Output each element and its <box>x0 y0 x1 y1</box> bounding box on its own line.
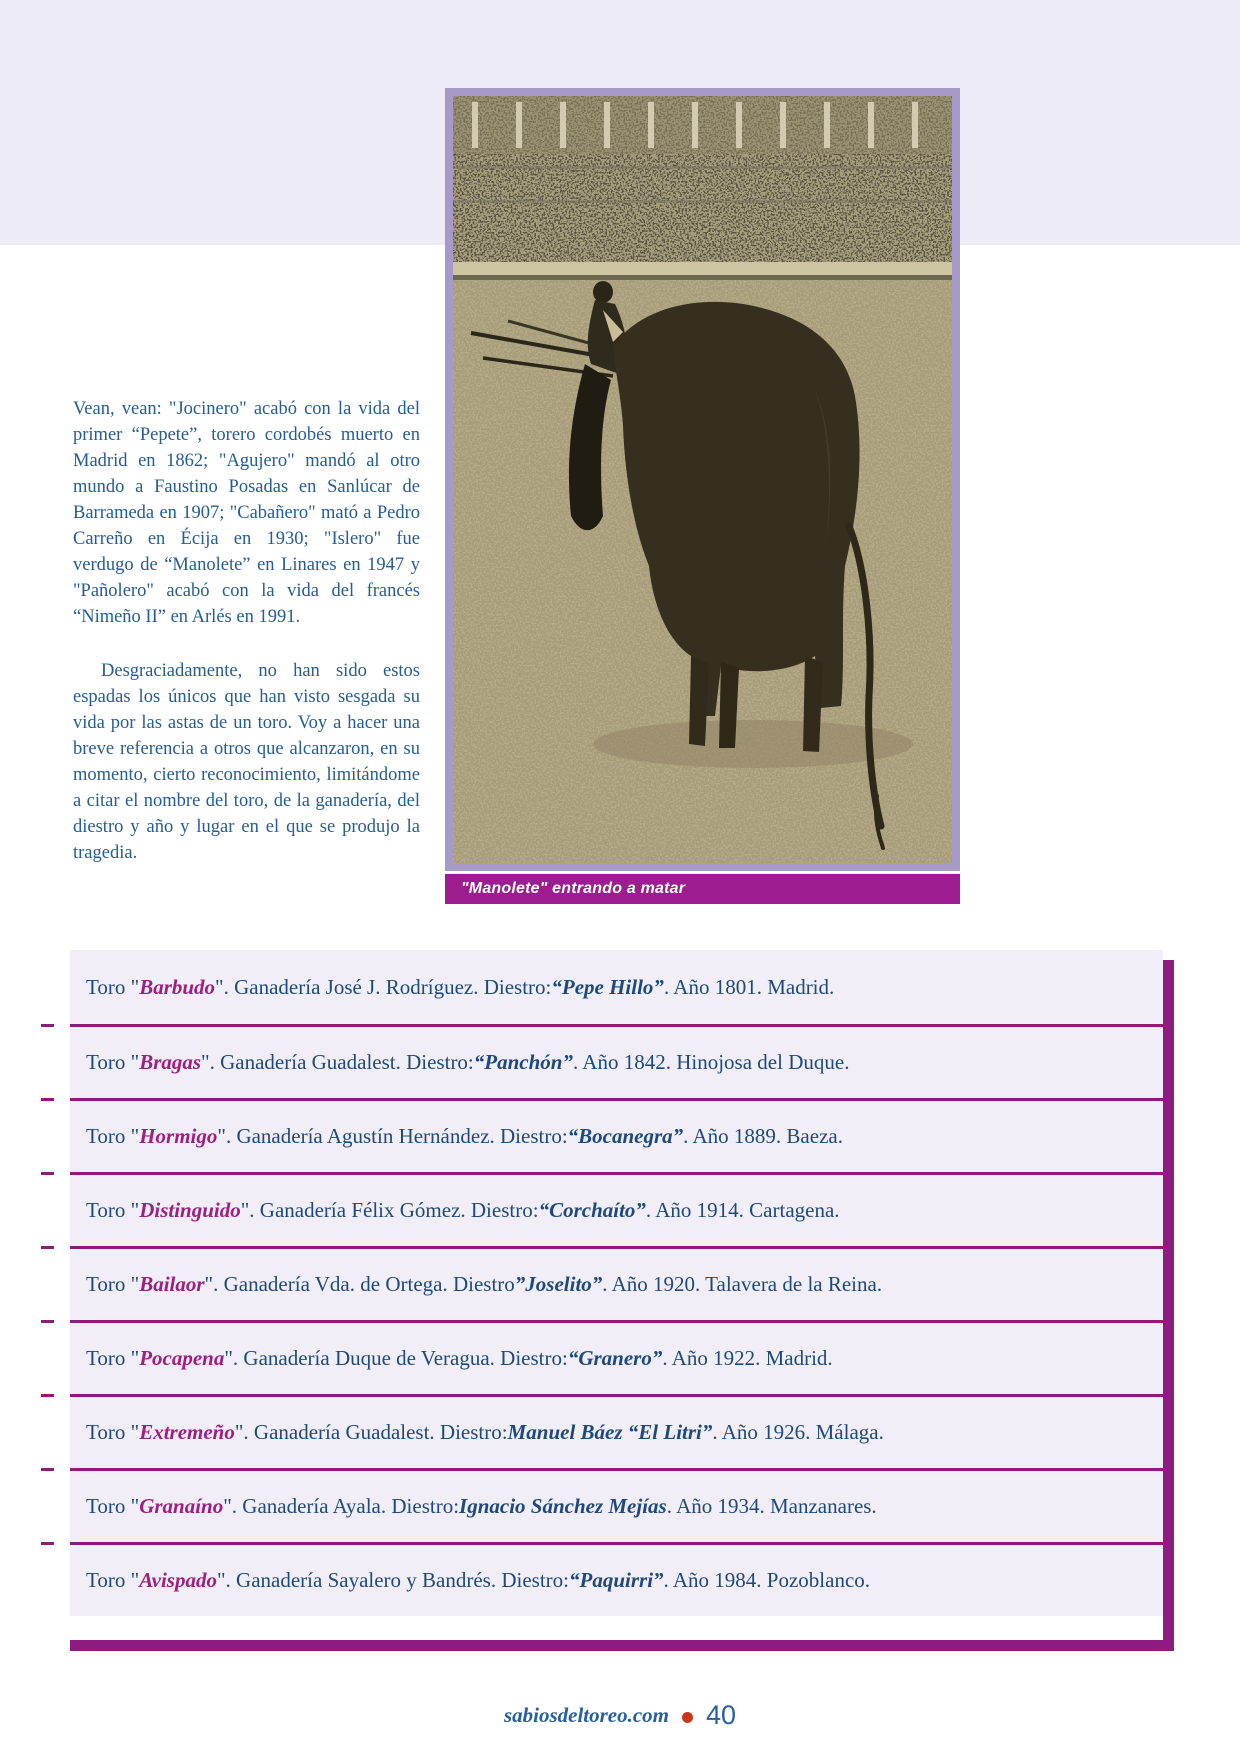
row-text: Toro " <box>86 1346 140 1370</box>
row-text: ". Ganadería José J. Rodríguez. Diestro: <box>215 974 552 999</box>
page-number: 40 <box>706 1700 737 1730</box>
row-text: . Año 1922. Madrid. <box>662 1346 833 1370</box>
row-text: ". Ganadería Félix Gómez. Diestro: <box>240 1198 539 1222</box>
row-text: Toro " <box>86 1124 140 1148</box>
row-text: Toro " <box>86 1568 140 1592</box>
diestro-name: “Corchaíto” <box>538 1198 646 1222</box>
bulls-table <box>70 950 1163 1616</box>
photo-caption: "Manolete" entrando a matar <box>461 880 686 897</box>
diestro-name: “Granero” <box>567 1346 663 1370</box>
bull-name: Bragas <box>139 1050 202 1074</box>
bull-name: Distinguido <box>139 1198 241 1222</box>
table-row-bailaor <box>70 1246 1163 1320</box>
table-bottom-accent-bar <box>70 1640 1174 1651</box>
row-text: Toro " <box>86 1050 140 1074</box>
row-text: ". Ganadería Duque de Veragua. Diestro: <box>224 1346 568 1370</box>
row-text: . Año 1914. Cartagena. <box>645 1198 840 1222</box>
bull-name: Granaíno <box>139 1494 224 1518</box>
article-column <box>73 396 420 866</box>
row-text: ". Ganadería Agustín Hernández. Diestro: <box>217 1124 568 1148</box>
bull-name: Pocapena <box>139 1346 225 1370</box>
row-text: Toro " <box>86 1272 140 1296</box>
row-text: Toro " <box>86 1494 140 1518</box>
row-text: ". Ganadería Guadalest. Diestro: <box>234 1420 508 1444</box>
row-text: ". Ganadería Sayalero y Bandrés. Diestro: <box>216 1568 570 1592</box>
diestro-name: Ignacio Sánchez Mejías <box>459 1494 667 1518</box>
row-text: Toro " <box>86 1420 140 1444</box>
row-text: . Año 1934. Manzanares. <box>666 1494 877 1518</box>
bullfight-photo-frame <box>445 88 960 871</box>
footer-bullet-icon <box>682 1712 693 1723</box>
table-row-avispado <box>70 1542 1163 1616</box>
diestro-name: “Paquirri” <box>569 1568 664 1592</box>
table-row-barbudo <box>70 950 1163 1024</box>
bull-name: Extremeño <box>139 1420 235 1444</box>
diestro-name: “Pepe Hillo” <box>551 974 664 999</box>
row-text: . Año 1801. Madrid. <box>663 974 835 999</box>
row-text: . Año 1926. Málaga. <box>712 1420 884 1444</box>
photo-caption-bar <box>445 874 960 904</box>
diestro-name: Manuel Báez “El Litri” <box>507 1420 713 1444</box>
row-text: Toro " <box>86 974 140 999</box>
row-text: Toro " <box>86 1198 140 1222</box>
row-text: ". Ganadería Ayala. Diestro: <box>223 1494 460 1518</box>
bull-name: Avispado <box>139 1568 217 1592</box>
row-text: ". Ganadería Vda. de Ortega. Diestro <box>204 1272 515 1296</box>
bull-name: Barbudo <box>139 974 216 999</box>
table-row-granaino <box>70 1468 1163 1542</box>
bullfight-photo <box>453 96 952 863</box>
website-name: sabiosdeltoreo.com <box>503 1703 670 1727</box>
row-text: . Año 1889. Baeza. <box>683 1124 843 1148</box>
paragraph-introduccion-lista: Desgraciadamente, no han sido estos espadas los únicos que han visto sesgada su vida por las astas de un toro. Voy a hacer una breve referencia a otros que alcanzaron, en su momento, cierto reconocimiento, limitándome a citar el nombre del toro, de la ganadería, del diestro y año y lugar en el que se produjo la tragedia. <box>73 661 420 863</box>
table-row-pocapena <box>70 1320 1163 1394</box>
row-text: . Año 1842. Hinojosa del Duque. <box>572 1050 850 1074</box>
table-row-distinguido <box>70 1172 1163 1246</box>
table-row-bragas <box>70 1024 1163 1098</box>
diestro-name: “Bocanegra” <box>567 1124 684 1148</box>
table-right-accent-bar <box>1163 960 1174 1651</box>
table-row-hormigo <box>70 1098 1163 1172</box>
row-text: ". Ganadería Guadalest. Diestro: <box>201 1050 474 1074</box>
row-text: . Año 1984. Pozoblanco. <box>663 1568 871 1592</box>
table-row-extremeno <box>70 1394 1163 1468</box>
diestro-name: ”Joselito” <box>514 1272 603 1296</box>
bull-name: Hormigo <box>139 1124 218 1148</box>
page-footer <box>0 1700 1240 1731</box>
bull-name: Bailaor <box>139 1272 205 1296</box>
diestro-name: “Panchón” <box>473 1050 573 1074</box>
row-text: . Año 1920. Talavera de la Reina. <box>602 1272 883 1296</box>
paragraph-toros-celebres: Vean, vean: "Jocinero" acabó con la vida del primer “Pepete”, torero cordobés muerto en Madrid en 1862; "Agujero" mandó al otro mundo a Faustino Posadas en Sanlúcar de Barrameda en 1907; "Cabañero" mató a Pedro Carreño en Écija en 1930; "Islero" fue verdugo de “Manolete” en Linares en 1947 y "Pañolero" acabó con la vida del francés “Nimeño II” en Arlés en 1991. <box>73 399 420 627</box>
